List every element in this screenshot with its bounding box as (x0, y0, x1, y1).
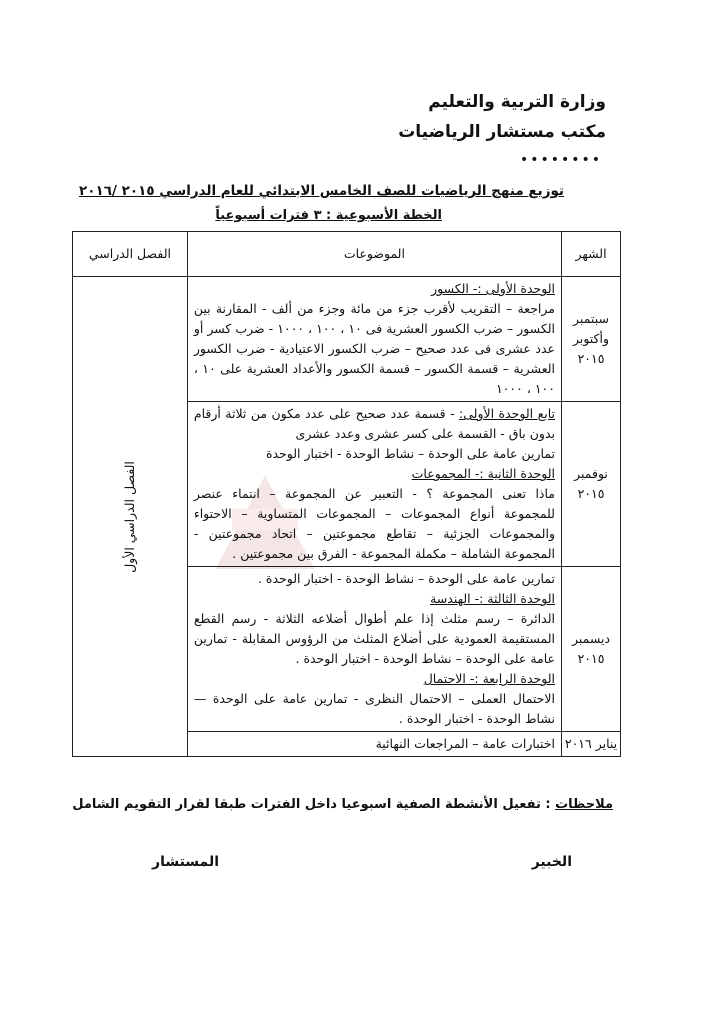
notes-label: ملاحظات (555, 797, 613, 812)
ministry-title: وزارة التربية والتعليم (428, 92, 606, 112)
weekly-plan: الخطة الأسبوعية : ٣ فترات أسبوعياً (215, 208, 442, 223)
term-label: الفصل الدراسي الأول (121, 460, 137, 573)
unit-exercises: تمارين عامة على الوحدة – نشاط الوحدة - اختبار الوحدة (265, 446, 555, 461)
unit-heading: الوحدة الثالثة :- الهندسة (430, 591, 555, 606)
unit-topics: مراجعة – التقريب لأقرب جزء من مائة وجزء من ألف - المقارنة بين الكسور – ضرب الكسور العشرية فى ١٠ ، ١٠٠ ، ١٠٠٠ - ضرب كسر أو عدد عشرى فى عدد صحيح – ضرب الكسور الاعتيادية - ضرب الكسور العشرية – قسمة الكسور – قسمة الكسور والأعداد العشرية على ١٠ ، ١٠٠ ، ١٠٠٠ (193, 301, 556, 396)
separator-dots: •••••••• (519, 152, 602, 168)
month-cell: يناير ٢٠١٦ (562, 732, 621, 757)
header-term: الفصل الدراسي (73, 232, 188, 277)
month-cell: سبتمبر وأكتوبر ٢٠١٥ (562, 277, 621, 402)
month-cell: ديسمبر ٢٠١٥ (562, 567, 621, 732)
header-month: الشهر (562, 232, 621, 277)
office-title: مكتب مستشار الرياضيات (398, 122, 606, 142)
header-topics: الموضوعات (187, 232, 561, 277)
topics-cell: اختبارات عامة – المراجعات النهائية (187, 732, 561, 757)
document-title: توزيع منهج الرياضيات للصف الخامس الابتدائي للعام الدراسي ٢٠١٥ /٢٠١٦ (78, 183, 564, 199)
unit-heading: تابع الوحدة الأولى: (459, 406, 555, 421)
unit-exercises: تمارين عامة على الوحدة – نشاط الوحدة - اختبار الوحدة . (257, 571, 555, 586)
unit-heading: الوحدة الرابعة :- الاحتمال (423, 671, 555, 686)
topics-cell (187, 402, 561, 567)
unit-heading: الوحدة الثانية :- المجموعات (411, 466, 555, 481)
term-cell (73, 277, 188, 757)
notes (72, 797, 613, 812)
unit-heading: الوحدة الأولى :- الكسور (431, 281, 555, 296)
signature-advisor: المستشار (152, 854, 219, 870)
month-cell: نوفمبر ٢٠١٥ (562, 402, 621, 567)
signature-expert: الخبير (531, 854, 572, 870)
topics-cell (187, 277, 561, 402)
notes-text: : تفعيل الأنشطة الصفية اسبوعيا داخل الفترات طبقا لقرار التقويم الشامل (72, 797, 551, 812)
table-header-row (73, 232, 621, 277)
table-row (73, 277, 621, 402)
unit-topics: الاحتمال العملى – الاحتمال النظرى - تمارين عامة على الوحدة — نشاط الوحدة - اختبار الوحدة . (193, 691, 555, 726)
unit-topics: الدائرة – رسم مثلث إذا علم أطوال أضلاعه الثلاثة - رسم القطع المستقيمة العمودية على أضلاع المثلث من الرؤوس المقابلة - تمارين عامة على الوحدة – نشاط الوحدة - اختبار الوحدة . (193, 611, 555, 666)
unit-topics: ماذا تعنى المجموعة ؟ - التعبير عن المجموعة – انتماء عنصر للمجموعة أنواع المجموعات – المجموعات المتساوية – الاحتواء والمجموعات الجزئية – تقاطع مجموعتين – اتحاد مجموعتين - المجموعة الشاملة – مكملة المجموعة - الفرق بين مجموعتين . (193, 486, 555, 561)
unit-topics: - قسمة عدد صحيح على عدد مكون من ثلاثة أرقام بدون باق - القسمة على كسر عشرى وعدد عشرى (193, 406, 555, 441)
topics-cell (187, 567, 561, 732)
curriculum-table (72, 231, 621, 757)
